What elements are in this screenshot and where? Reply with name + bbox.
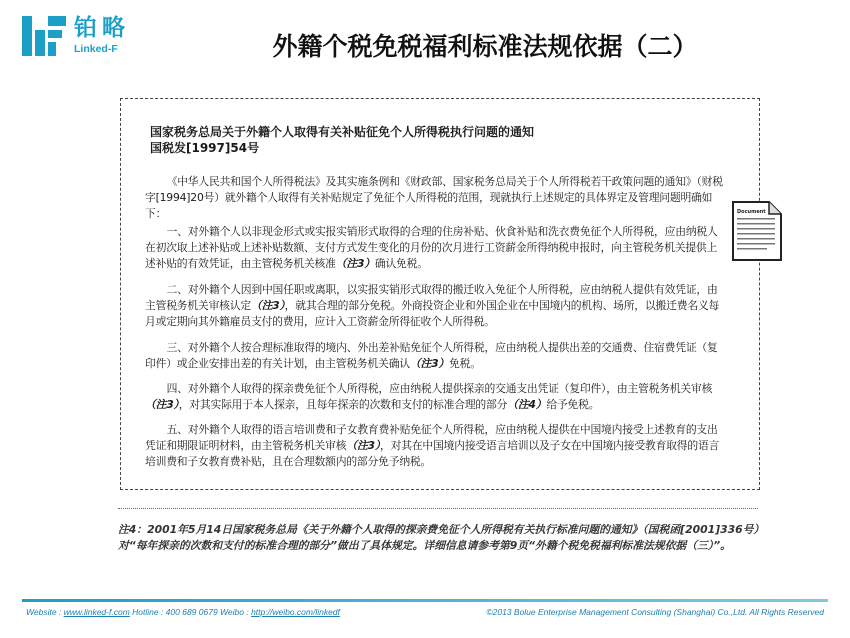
item-4-note-ref: （注3） xyxy=(145,398,179,411)
item-4-text-mid: ，对其实际用于本人探亲，且每年探亲的次数和支付的标准合理的部分 xyxy=(178,398,508,411)
intro-paragraph: 《中华人民共和国个人所得税法》及其实施条例和《财政部、国家税务总局关于个人所得税若干政策问题的通知》（财税字[1994]20号）就外籍个人取得有关补贴规定了免征个人所得税的范围，现就执行上述规定的具体界定及管理问题明确如下： xyxy=(145,175,723,220)
weibo-link[interactable]: http://weibo.com/linkedf xyxy=(251,607,340,617)
item-2-paragraph xyxy=(145,282,725,330)
item-5-text: 五、对外籍个人取得的语言培训费和子女教育费补贴免征个人所得税，应由纳税人提供在中国境内接受上述教育的支出凭证和期限证明材料，由主管税务机关审核 xyxy=(145,423,718,452)
linked-f-logo-mark xyxy=(22,16,66,56)
notice-heading-title: 国家税务总局关于外籍个人取得有关补贴征免个人所得税执行问题的通知 xyxy=(150,125,535,139)
item-4-text-end: 给予免税。 xyxy=(546,398,600,411)
footnote: 注4：2001年5月14日国家税务总局《关于外籍个人取得的探亲费免征个人所得税有关执行标准问题的通知》（国税函[2001]336号）对“每年探亲的次数和支付的标准合理的部分”做出了具体规定。详细信息请参考第9页“外籍个税免税福利标准法规依据（三）”。 xyxy=(118,523,765,552)
item-2-note-ref: （注3） xyxy=(250,299,285,312)
item-2-text: 二、对外籍个人因到中国任职或离职，以实报实销形式取得的搬迁收入免征个人所得税，应由纳税人提供有效凭证，由主管税务机关审核认定 xyxy=(145,283,718,312)
item-1-text-end: 确认免税。 xyxy=(374,257,428,270)
item-3-note-ref: （注3） xyxy=(409,357,450,370)
document-icon xyxy=(731,200,783,262)
svg-text:Document: Document xyxy=(737,209,766,215)
brand-logo xyxy=(22,14,142,60)
footer-copyright: ©2013 Bolue Enterprise Management Consulting (Shanghai) Co.,Ltd. All Rights Reserved xyxy=(486,607,824,617)
item-4-note-ref-2: （注4） xyxy=(507,398,547,411)
item-1-text: 一、对外籍个人以非现金形式或实报实销形式取得的合理的住房补贴、伙食补贴和洗衣费免征个人所得税，应由纳税人在初次取上述补贴或上述补贴数额、支付方式发生变化的月份的次月进行工资薪金所得纳税申报时，向主管税务机关提供上述补贴的有效凭证，由主管税务机关核准 xyxy=(145,225,718,270)
notice-heading xyxy=(150,124,740,156)
item-5-text-end: ，对其在中国境内接受语言培训以及子女在中国境内接受教育取得的语言培训费和子女教育费补贴，且在合理数额内的部分免予纳税。 xyxy=(145,439,720,468)
brand-name-en: Linked-F xyxy=(74,43,118,55)
footnote-divider xyxy=(118,508,758,509)
item-1-paragraph xyxy=(145,224,725,272)
notice-heading-number: 国税发[1997]54号 xyxy=(150,141,260,155)
item-3-text: 三、对外籍个人按合理标准取得的境内、外出差补贴免征个人所得税，应由纳税人提供出差的交通费、住宿费凭证（复印件）或企业安排出差的有关计划，由主管税务机关确认 xyxy=(145,341,718,370)
item-3-paragraph xyxy=(145,340,725,372)
brand-name-cn: 铂略 xyxy=(74,15,130,41)
item-3-text-end: 免税。 xyxy=(449,357,481,370)
page-title: 外籍个税免税福利标准法规依据（二） xyxy=(272,32,698,61)
item-5-paragraph xyxy=(145,422,725,470)
item-1-note-ref: （注3） xyxy=(335,257,375,270)
item-5-note-ref: （注3） xyxy=(346,439,381,452)
footer-website-label: Website : xyxy=(26,607,64,617)
footer-divider xyxy=(22,599,828,602)
item-2-text-end: ，就其合理的部分免税。外商投资企业和外国企业在中国境内的机构、场所，以搬迁费名义每月或定期向其外籍雇员支付的费用，应计入工资薪金所得征收个人所得税。 xyxy=(145,299,720,328)
footer-hotline: Hotline : 400 689 0679 Weibo : xyxy=(129,607,252,617)
item-4-text: 四、对外籍个人取得的探亲费免征个人所得税，应由纳税人提供探亲的交通支出凭证（复印件），由主管税务机关审核 xyxy=(166,382,713,395)
website-link[interactable]: www.linked-f.com xyxy=(63,607,130,617)
footer-contact xyxy=(26,607,340,617)
item-4-paragraph xyxy=(145,381,725,413)
